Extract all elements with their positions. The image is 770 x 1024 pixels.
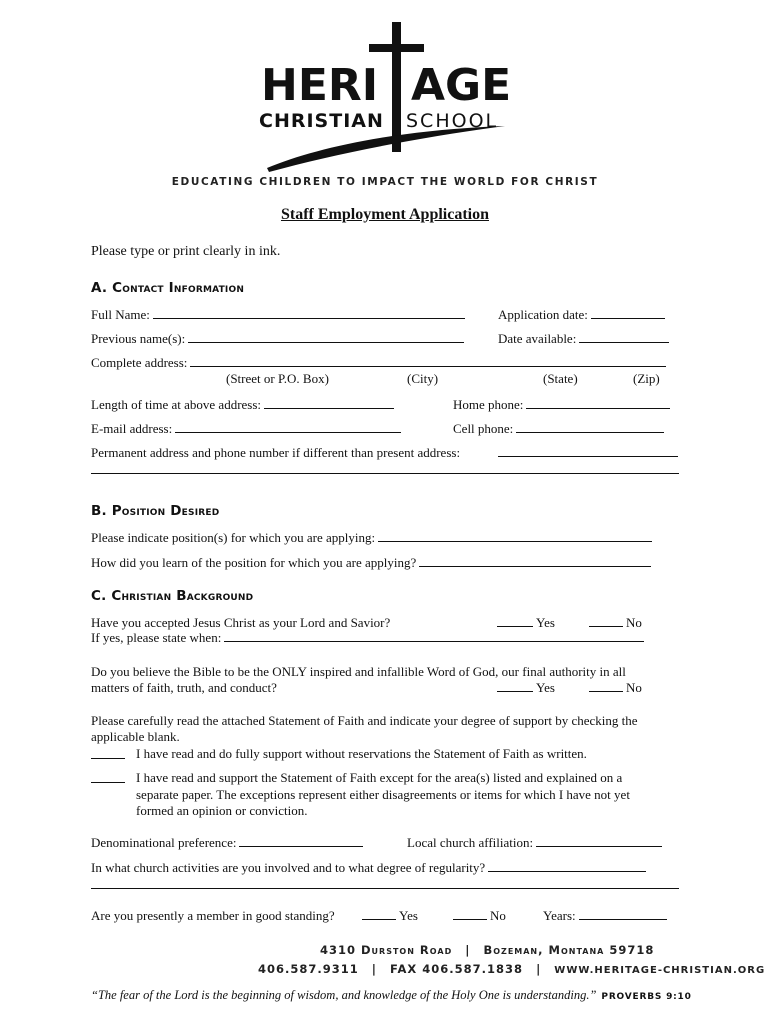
date-available-label: Date available: [498, 331, 577, 346]
position-applying-field[interactable] [378, 531, 652, 542]
accepted-christ-question: Have you accepted Jesus Christ as your Lord and Savior? [91, 615, 391, 630]
denominational-label: Denominational preference: [91, 835, 237, 850]
bible-no-blank[interactable] [589, 681, 623, 692]
option-2-blank[interactable] [91, 772, 125, 783]
previous-names-row [91, 331, 464, 347]
footer-street: 4310 Durston Road [320, 943, 453, 957]
email-field[interactable] [175, 422, 401, 433]
cell-phone-row [453, 421, 664, 437]
footer-phone: 406.587.9311 [258, 962, 359, 976]
street-sublabel: (Street or P.O. Box) [226, 371, 329, 386]
if-yes-row [91, 630, 644, 646]
footer-separator: | [465, 943, 471, 957]
position-applying-label: Please indicate position(s) for which you are applying: [91, 530, 376, 545]
section-c-heading: C. Christian Background [91, 588, 254, 604]
length-of-time-label: Length of time at above address: [91, 397, 262, 412]
denominational-field[interactable] [239, 836, 363, 847]
footer-quote-text: “The fear of the Lord is the beginning of wisdom, and knowledge of the Holy One is understanding.” [91, 988, 597, 1002]
previous-names-field[interactable] [188, 332, 464, 343]
local-church-row [407, 835, 662, 851]
denominational-row [91, 835, 363, 851]
length-of-time-row [91, 397, 394, 413]
full-name-label: Full Name: [91, 307, 150, 322]
section-a-heading: A. Contact Information [91, 280, 245, 296]
email-row [91, 421, 401, 437]
option-2-line-2: separate paper. The exceptions represent either disagreements or items for which I have not yet [136, 787, 630, 802]
full-name-row [91, 307, 465, 323]
section-b-heading: B. Position Desired [91, 503, 220, 519]
form-intro: Please type or print clearly in ink. [91, 244, 281, 259]
no-label: No [490, 908, 506, 923]
footer-separator: | [536, 962, 542, 976]
zip-sublabel: (Zip) [633, 371, 660, 386]
footer-separator: | [371, 962, 377, 976]
application-date-row [498, 307, 665, 323]
footer-quote [91, 988, 692, 1003]
previous-names-label: Previous name(s): [91, 331, 186, 346]
local-church-label: Local church affiliation: [407, 835, 534, 850]
accepted-christ-yes [497, 615, 555, 631]
member-yes [362, 908, 418, 924]
bible-yes [497, 680, 555, 696]
footer-address-line [320, 943, 654, 957]
footer-fax: FAX 406.587.1838 [390, 962, 524, 976]
complete-address-label: Complete address: [91, 355, 188, 370]
school-logo [255, 22, 525, 174]
complete-address-row [91, 355, 666, 371]
bible-question-line-2: matters of faith, truth, and conduct? [91, 680, 277, 695]
church-activities-field[interactable] [488, 861, 646, 872]
church-activities-label: In what church activities are you involved and to what degree of regularity? [91, 860, 486, 875]
email-label: E-mail address: [91, 421, 173, 436]
date-available-row [498, 331, 669, 347]
footer-quote-reference: PROVERBS 9:10 [601, 992, 692, 1002]
city-sublabel: (City) [407, 371, 439, 386]
full-name-field[interactable] [153, 308, 465, 319]
footer-website: WWW.HERITAGE-CHRISTIAN.ORG [554, 965, 766, 976]
bible-question-line-1: Do you believe the Bible to be the ONLY inspired and infallible Word of God, our final authority in all [91, 664, 626, 679]
accepted-christ-no [589, 615, 642, 631]
church-activities-row [91, 860, 646, 876]
member-yes-blank[interactable] [362, 909, 396, 920]
member-good-standing-question: Are you presently a member in good standing? [91, 908, 335, 923]
permanent-address-label: Permanent address and phone number if different than present address: [91, 445, 461, 460]
logo-word-school: SCHOOL [406, 110, 499, 132]
member-no-blank[interactable] [453, 909, 487, 920]
yes-label: Yes [399, 908, 418, 923]
home-phone-row [453, 397, 670, 413]
footer-contact-line [258, 962, 765, 976]
cell-phone-field[interactable] [516, 422, 664, 433]
length-of-time-field[interactable] [264, 398, 394, 409]
bible-yes-blank[interactable] [497, 681, 533, 692]
home-phone-label: Home phone: [453, 397, 524, 412]
form-title: Staff Employment Application [280, 206, 489, 223]
local-church-field[interactable] [536, 836, 662, 847]
no-label: No [626, 680, 642, 695]
years-row [543, 908, 667, 924]
how-learned-label: How did you learn of the position for which you are applying? [91, 555, 417, 570]
footer-city-state: Bozeman, Montana 59718 [483, 943, 655, 957]
statement-instructions-line-2: applicable blank. [91, 729, 180, 744]
permanent-address-line-2[interactable] [91, 473, 679, 474]
permanent-address-row [91, 445, 460, 461]
if-yes-label: If yes, please state when: [91, 630, 222, 645]
bible-no [589, 680, 642, 696]
position-applying-row [91, 530, 652, 546]
how-learned-row [91, 555, 651, 571]
application-date-field[interactable] [591, 308, 665, 319]
application-date-label: Application date: [498, 307, 588, 322]
option-2-line-1: I have read and support the Statement of Faith except for the area(s) listed and explained on a [136, 770, 623, 785]
school-tagline: EDUCATING CHILDREN TO IMPACT THE WORLD FOR CHRIST [171, 176, 599, 188]
no-label: No [626, 615, 642, 630]
logo-word-heri: HERI [261, 60, 379, 111]
complete-address-field[interactable] [190, 356, 666, 367]
option-2-line-3: formed an opinion or conviction. [136, 803, 308, 818]
option-1-text: I have read and do fully support without reservations the Statement of Faith as written. [136, 746, 587, 761]
church-activities-line-2[interactable] [91, 888, 679, 889]
yes-label: Yes [536, 615, 555, 630]
home-phone-field[interactable] [526, 398, 670, 409]
state-sublabel: (State) [543, 371, 578, 386]
option-1-blank[interactable] [91, 748, 125, 759]
logo-word-christian: CHRISTIAN [259, 110, 384, 132]
statement-instructions-line-1: Please carefully read the attached Statement of Faith and indicate your degree of support by checking the [91, 713, 638, 728]
cell-phone-label: Cell phone: [453, 421, 514, 436]
accepted-christ-no-blank[interactable] [589, 616, 623, 627]
years-field[interactable] [579, 909, 667, 920]
logo-word-age: AGE [411, 60, 512, 111]
yes-label: Yes [536, 680, 555, 695]
member-no [453, 908, 506, 924]
if-yes-field[interactable] [224, 631, 644, 642]
permanent-address-field[interactable] [498, 446, 678, 457]
accepted-christ-yes-blank[interactable] [497, 616, 533, 627]
date-available-field[interactable] [579, 332, 669, 343]
how-learned-field[interactable] [419, 556, 651, 567]
years-label: Years: [543, 908, 576, 923]
